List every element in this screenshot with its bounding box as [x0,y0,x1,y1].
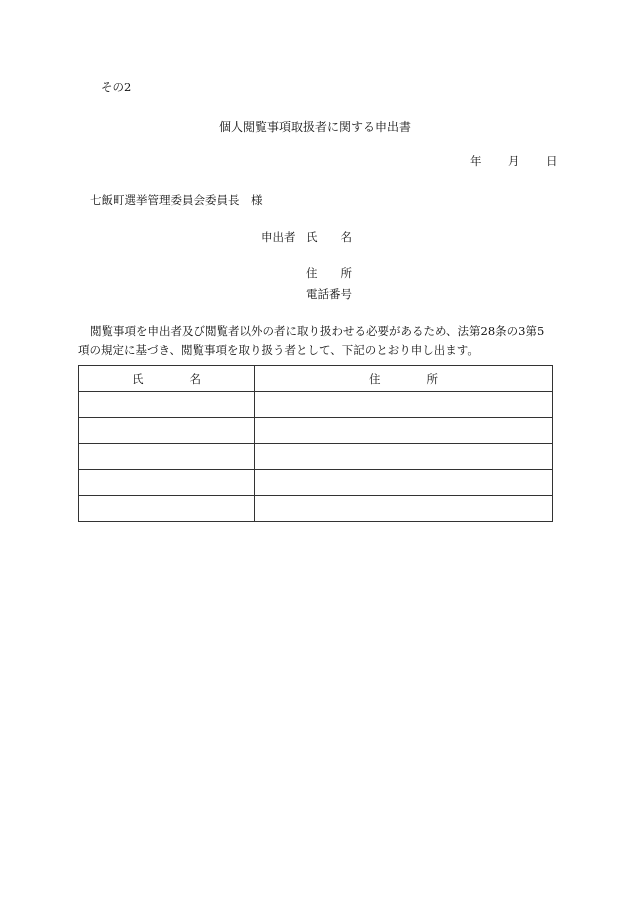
date-month-label: 月 [508,154,520,168]
body-text-line-2: 項の規定に基づき、閲覧事項を取り扱う者として、下記のとおり申し出ます。 [78,343,479,357]
applicant-label: 申出者 [261,230,296,244]
table-cell-address[interactable] [255,392,553,418]
table-cell-address[interactable] [255,418,553,444]
column-header-address: 住 所 [255,366,553,392]
table-cell-name[interactable] [79,470,255,496]
table-row [79,470,553,496]
table-cell-name[interactable] [79,444,255,470]
section-label: その2 [101,80,132,94]
table-row [79,444,553,470]
table-row [79,496,553,522]
document-title: 個人閲覧事項取扱者に関する申出書 [218,120,411,134]
table-row [79,392,553,418]
addressee: 七飯町選挙管理委員会委員長 様 [90,193,263,207]
applicant-address-label: 住 所 [306,266,352,280]
applicant-phone-label: 電話番号 [306,287,352,301]
body-text-line-1: 閲覧事項を申出者及び閲覧者以外の者に取り扱わせる必要があるため、法第28条の3第5 [90,324,545,338]
date-line [470,156,558,168]
date-year-label: 年 [470,154,482,168]
table-cell-name[interactable] [79,496,255,522]
table-cell-address[interactable] [255,470,553,496]
table-cell-address[interactable] [255,496,553,522]
table-cell-name[interactable] [79,418,255,444]
table-cell-address[interactable] [255,444,553,470]
table-header-row [79,366,553,392]
table-cell-name[interactable] [79,392,255,418]
applicant-name-label: 氏 名 [306,230,352,244]
column-header-name: 氏 名 [79,366,255,392]
table-row [79,418,553,444]
date-day-label: 日 [546,154,558,168]
handler-table [78,365,553,522]
